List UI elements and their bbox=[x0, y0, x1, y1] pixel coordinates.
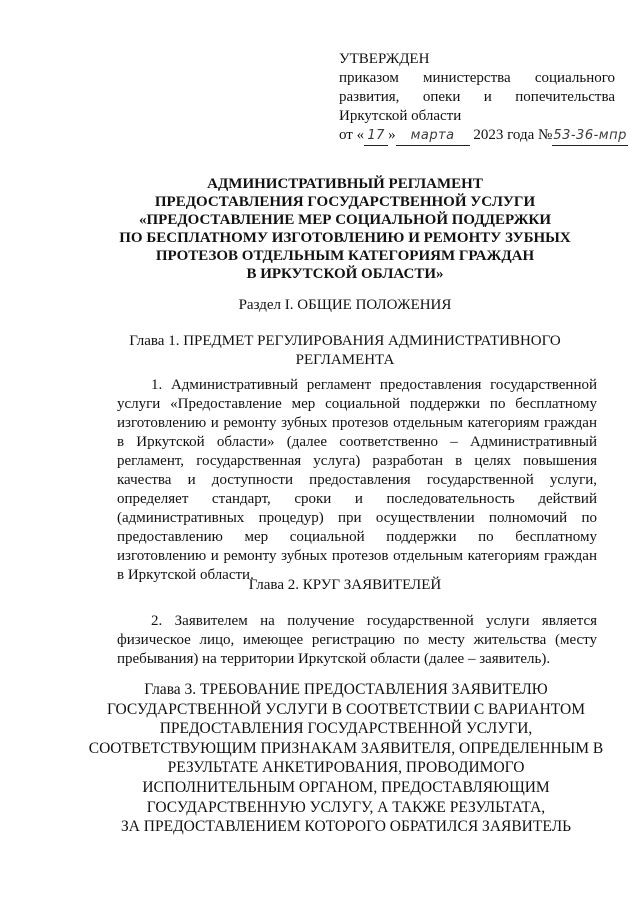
chapter-2-text: Глава 2. КРУГ ЗАЯВИТЕЛЕЙ bbox=[248, 577, 442, 593]
paragraph-2-text: 2. Заявителем на получение государственной услуги является физическое лицо, имеющее регистрацию по месту жительства (месту пребывания) на территории Иркутской области (далее – заявитель). bbox=[117, 613, 597, 667]
chapter-3-line: ИСПОЛНИТЕЛЬНЫМ ОРГАНОМ, ПРЕДОСТАВЛЯЮЩИМ bbox=[142, 778, 550, 796]
paragraph-2 bbox=[117, 612, 597, 669]
chapter-1-line: РЕГЛАМЕНТА bbox=[295, 352, 395, 368]
title-line: ПРОТЕЗОВ ОТДЕЛЬНЫМ КАТЕГОРИЯМ ГРАЖДАН bbox=[155, 248, 535, 264]
approval-line-1: приказом министерства социального bbox=[339, 70, 615, 86]
handwritten-month: марта bbox=[396, 126, 470, 146]
paragraph-1-text: 1. Административный регламент предоставления государственной услуги «Предоставление мер социальной поддержки по бесплатному изготовлению и ремонту зубных протезов отдельным категориям граждан в Иркутской области» (далее соответственно – Административный регламент, государственная услуга) разработан в целях повышения качества и доступности предоставления государственной услуги, определяет стандарт, сроки и последовательность действий (административных процедур) при осуществлении полномочий по предоставлению мер социальной поддержки по бесплатному изготовлению и ремонту зубных протезов отдельным категориям граждан в Иркутской области. bbox=[117, 377, 597, 583]
approval-stamp-block bbox=[339, 50, 627, 146]
date-mid: » bbox=[388, 127, 396, 143]
title-line: ПРЕДОСТАВЛЕНИЯ ГОСУДАРСТВЕННОЙ УСЛУГИ bbox=[154, 194, 536, 210]
approval-line-3: Иркутской области bbox=[339, 108, 462, 124]
title-line: В ИРКУТСКОЙ ОБЛАСТИ» bbox=[246, 266, 444, 282]
chapter-3-heading bbox=[86, 680, 606, 837]
document-title bbox=[100, 175, 590, 283]
title-line: АДМИНИСТРАТИВНЫЙ РЕГЛАМЕНТ bbox=[207, 176, 483, 192]
chapter-3-line: Глава 3. ТРЕБОВАНИЕ ПРЕДОСТАВЛЕНИЯ ЗАЯВИТЕЛЮ bbox=[144, 681, 548, 698]
paragraph-1 bbox=[117, 376, 597, 585]
handwritten-order-number: 53-36-мпр bbox=[552, 126, 628, 146]
chapter-1-heading bbox=[100, 332, 590, 370]
title-line: ПО БЕСПЛАТНОМУ ИЗГОТОВЛЕНИЮ И РЕМОНТУ ЗУБНЫХ bbox=[119, 230, 571, 246]
section-heading-text: Раздел I. ОБЩИЕ ПОЛОЖЕНИЯ bbox=[238, 297, 452, 313]
chapter-3-line: ГОСУДАРСТВЕННУЮ УСЛУГУ, А ТАКЖЕ РЕЗУЛЬТАТА, bbox=[146, 798, 546, 816]
approval-date-line bbox=[339, 126, 627, 146]
handwritten-day: 17 bbox=[364, 126, 388, 146]
date-prefix: от « bbox=[339, 127, 365, 143]
chapter-3-line: ЗА ПРЕДОСТАВЛЕНИЕМ КОТОРОГО ОБРАТИЛСЯ ЗАЯВИТЕЛЬ bbox=[120, 818, 572, 836]
approval-heading: УТВЕРЖДЕН bbox=[339, 51, 430, 67]
date-year: 2023 года № bbox=[473, 127, 553, 143]
section-heading bbox=[100, 296, 590, 315]
chapter-3-line: РЕЗУЛЬТАТЕ АНКЕТИРОВАНИЯ, ПРОВОДИМОГО bbox=[167, 759, 525, 777]
title-line: «ПРЕДОСТАВЛЕНИЕ МЕР СОЦИАЛЬНОЙ ПОДДЕРЖКИ bbox=[139, 212, 551, 228]
chapter-3-line: ПРЕДОСТАВЛЕНИЯ ГОСУДАРСТВЕННОЙ УСЛУГИ, bbox=[159, 720, 533, 738]
chapter-3-line: СООТВЕТСТВУЮЩИМ ПРИЗНАКАМ ЗАЯВИТЕЛЯ, ОПРЕДЕЛЕННЫМ В bbox=[88, 739, 604, 757]
chapter-3-line: ГОСУДАРСТВЕННОЙ УСЛУГИ В СООТВЕТСТВИИ С ВАРИАНТОМ bbox=[106, 700, 586, 718]
approval-line-2: развития, опеки и попечительства bbox=[339, 89, 615, 105]
chapter-2-heading bbox=[100, 576, 590, 595]
chapter-1-line: Глава 1. ПРЕДМЕТ РЕГУЛИРОВАНИЯ АДМИНИСТРАТИВНОГО bbox=[129, 333, 561, 349]
